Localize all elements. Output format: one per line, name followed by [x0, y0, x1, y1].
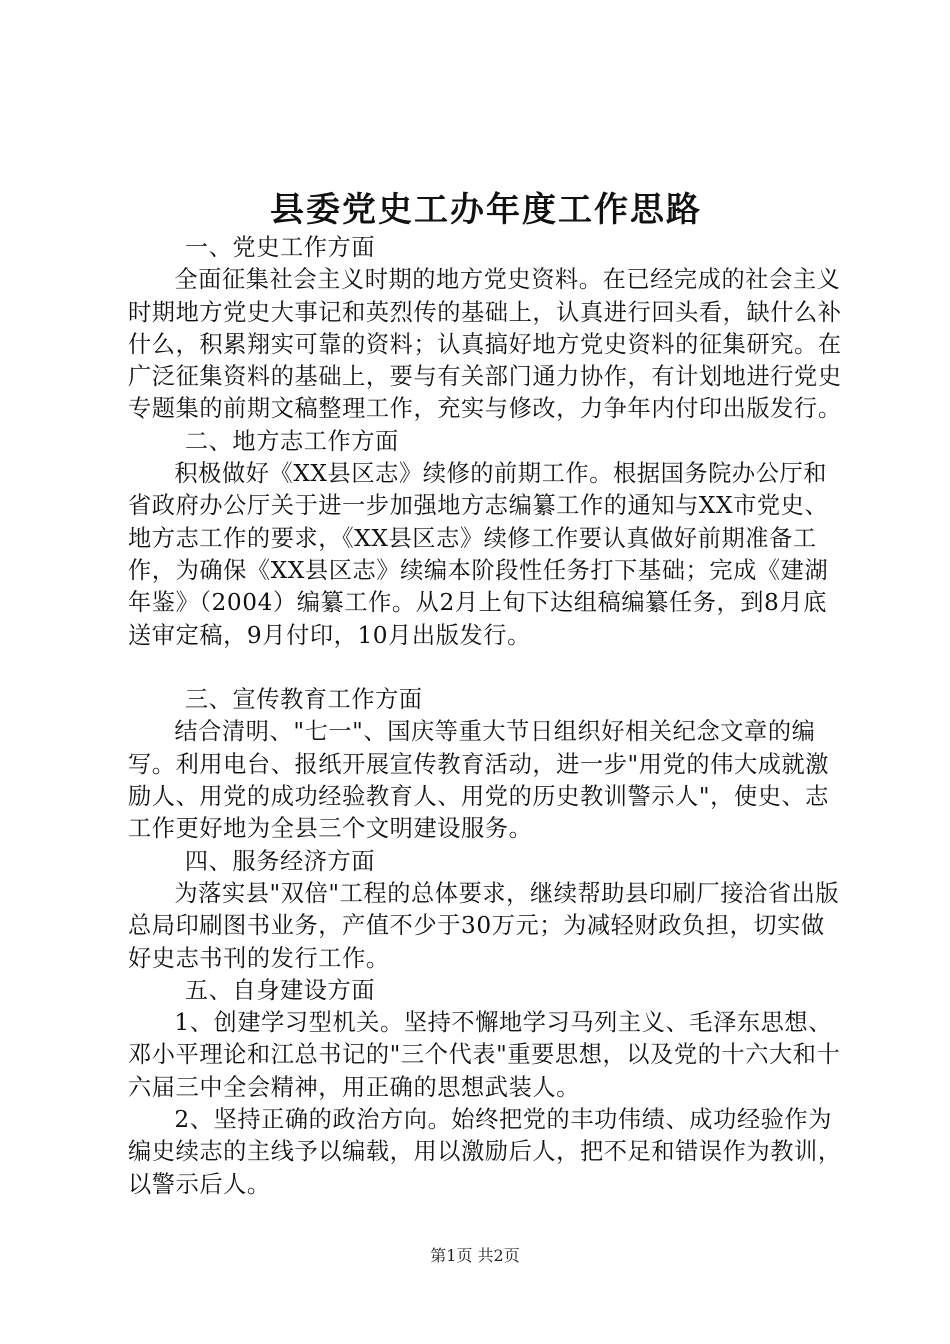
- section-heading-3: 三、宣传教育工作方面: [184, 686, 423, 714]
- section-heading-5: 五、自身建设方面: [184, 976, 376, 1004]
- paragraph-6: 2、坚持正确的政治方向。始终把党的丰功伟绩、成功经验作为编史续志的主线予以编载，用以激励后人，把不足和错误作为教训，以警示后人。: [128, 1106, 842, 1198]
- section-heading-1: 一、党史工作方面: [184, 234, 376, 261]
- blank-line: [128, 652, 844, 684]
- section-heading-4: 四、服务经济方面: [184, 847, 376, 875]
- document-title: 县委党史工办年度工作思路: [270, 190, 702, 230]
- paragraph-2: 积极做好《XX县区志》续修的前期工作。根据国务院办公厅和省政府办公厅关于进一步加强地方志编纂工作的通知与XX市党史、地方志工作的要求，《XX县区志》续修工作要认真做好前期准备工作，为确保《XX县区志》续编本阶段性任务打下基础；完成《建湖年鉴》（2004）编纂工作。从2月上旬下达组稿编纂任务，到8月底送审定稿，9月付印，10月出版发行。: [128, 460, 829, 649]
- section-heading-2: 二、地方志工作方面: [184, 427, 399, 455]
- paragraph-4: 为落实县"双倍"工程的总体要求，继续帮助县印刷厂接洽省出版总局印刷图书业务，产值不少于30万元；为减轻财政负担，切实做好史志书刊的发行工作。: [128, 879, 840, 972]
- paragraph-1: 全面征集社会主义时期的地方党史资料。在已经完成的社会主义时期地方党史大事记和英烈传的基础上，认真进行回头看，缺什么补什么，积累翔实可靠的资料；认真搞好地方党史资料的征集研究。在广泛征集资料的基础上，要与有关部门通力协作，有计划地进行党史专题集的前期文稿整理工作，充实与修改，力争年内付印出版发行。: [128, 266, 842, 423]
- paragraph-5: 1、创建学习型机关。坚持不懈地学习马列主义、毛泽东思想、邓小平理论和江总书记的"三个代表"重要思想，以及党的十六大和十六届三中全会精神，用正确的思想武装人。: [128, 1009, 841, 1101]
- paragraph-3: 结合清明、"七一"、国庆等重大节日组织好相关纪念文章的编写。利用电台、报纸开展宣传教育活动，进一步"用党的伟大成就激励人、用党的成功经验教育人、用党的历史教训警示人"，使史、志工作更好地为全县三个文明建设服务。: [128, 718, 830, 843]
- page-footer: 第1页 共2页: [430, 1246, 520, 1265]
- document-blocks: [128, 232, 844, 1201]
- document-body: [128, 188, 844, 1201]
